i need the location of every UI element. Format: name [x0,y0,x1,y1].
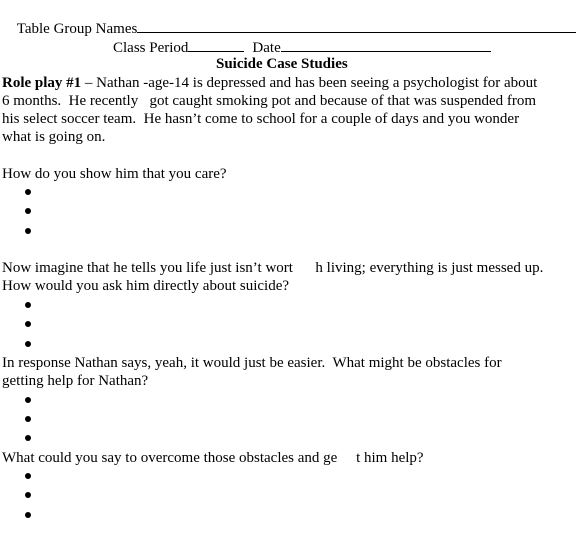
roleplay-text-1: Nathan -age-14 is depressed and has been seeing a psychologist for about [96,75,538,91]
answer-bullet [25,435,31,441]
roleplay-line-3: his select soccer team. He hasn’t come to school for a couple of days and you wonder [2,111,520,127]
roleplay-line-1 [2,74,537,92]
period-blank [188,37,244,52]
question-3-line-1: In response Nathan says, yeah, it would just be easier. What might be obstacles for [2,355,502,371]
answer-bullet [25,397,31,403]
answer-bullet [25,228,31,234]
roleplay-label: Role play #1 [2,75,82,91]
answer-bullet [25,189,31,195]
answer-bullet [25,321,31,327]
question-2-line-2: How would you ask him directly about suicide? [2,278,290,294]
question-3-line-2: getting help for Nathan? [2,373,149,389]
names-label: Table Group Names [16,21,138,37]
answer-bullet [25,416,31,422]
question-4: What could you say to overcome those obstacles and ge t him help? [2,450,424,466]
question-1: How do you show him that you care? [2,166,227,182]
date-label: Date [252,40,281,56]
period-label: Class Period [113,40,189,56]
roleplay-line-2: 6 months. He recently got caught smoking pot and because of that was suspended from [2,93,537,109]
question-2-line-1: Now imagine that he tells you life just isn’t wort h living; everything is just messed up. [2,260,544,276]
answer-bullet [25,208,31,214]
roleplay-line-4: what is going on. [2,129,106,145]
answer-bullet [25,341,31,347]
roleplay-dash: – [81,75,97,91]
answer-bullet [25,302,31,308]
answer-bullet [25,512,31,518]
page-title: Suicide Case Studies [216,56,348,72]
date-blank [281,37,491,52]
answer-bullet [25,492,31,498]
answer-bullet [25,473,31,479]
